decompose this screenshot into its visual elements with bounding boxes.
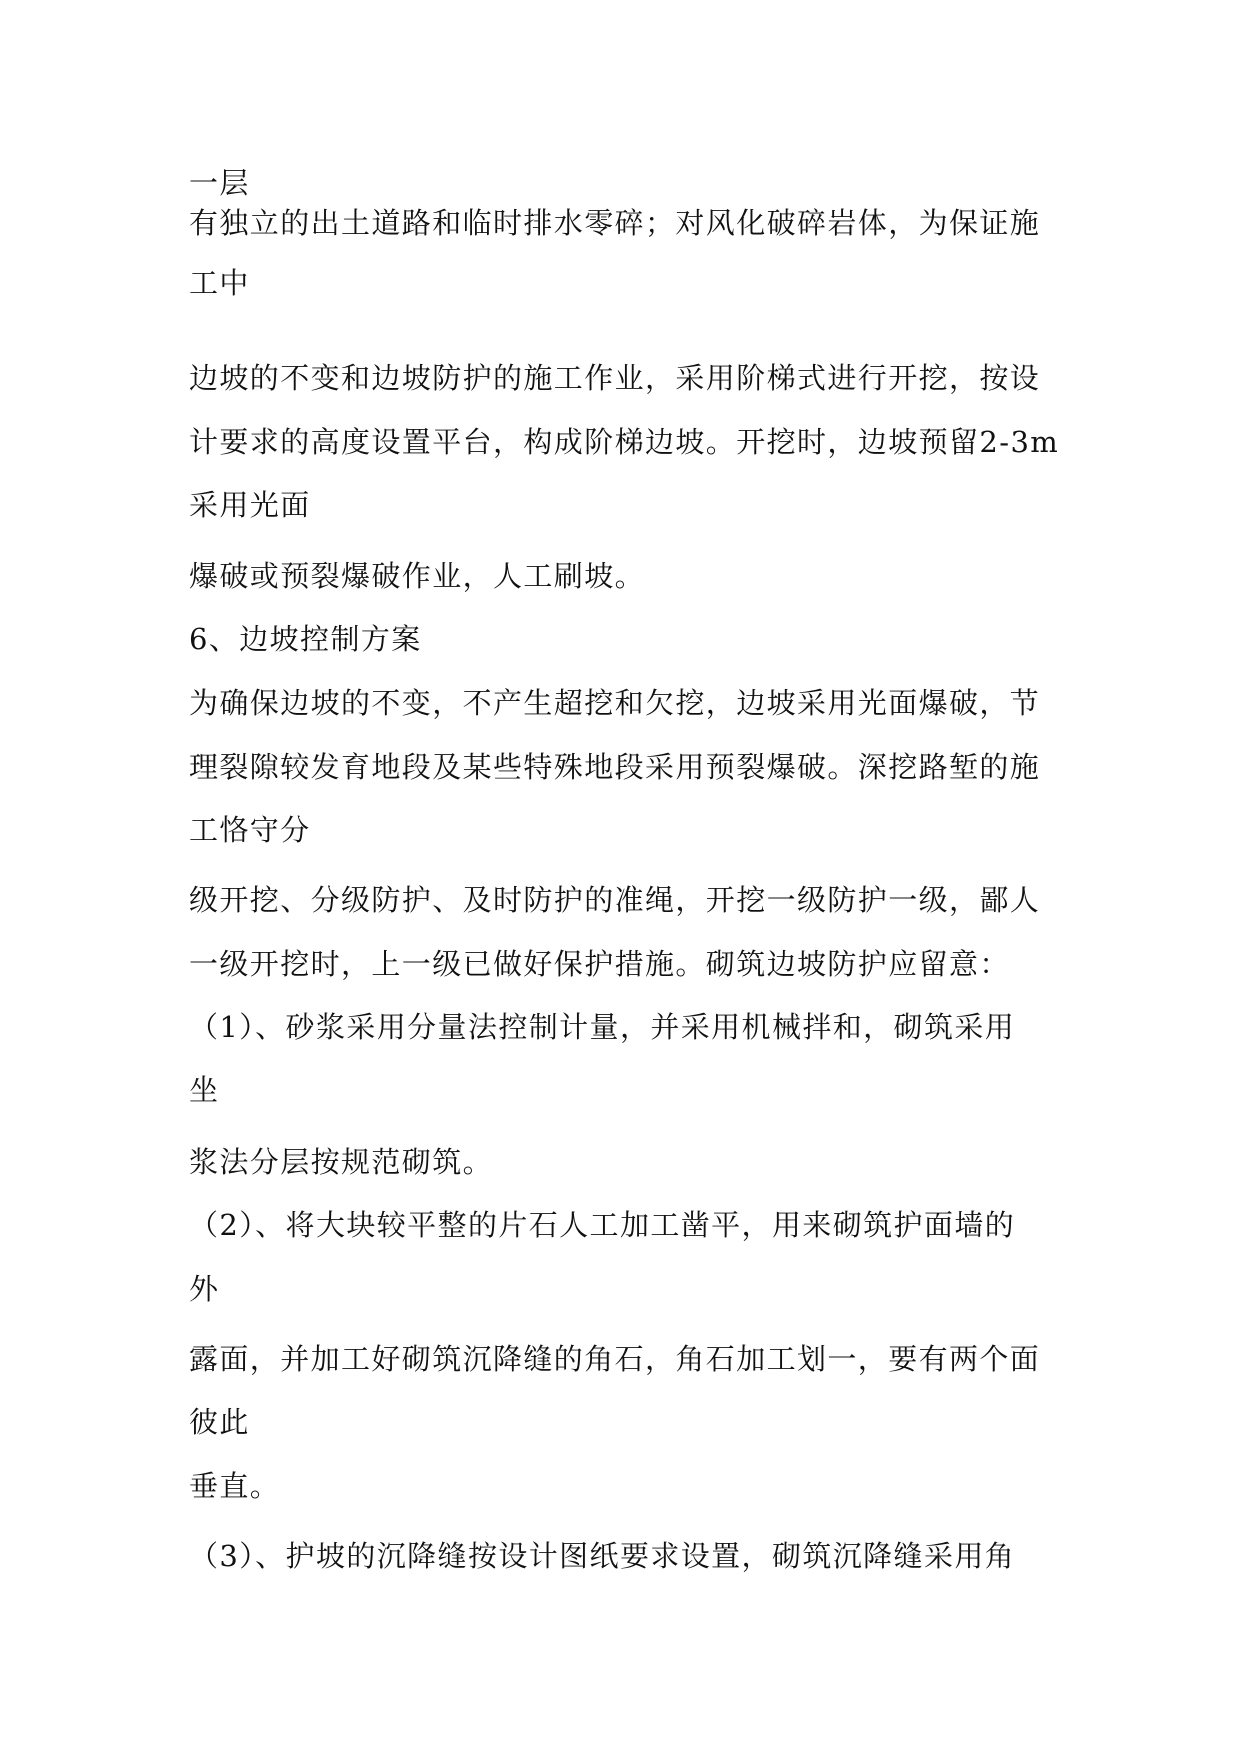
section-heading: 6、边坡控制方案: [189, 622, 422, 656]
text-line: （1）、砂浆采用分量法控制计量，并采用机械拌和，砌筑采用: [189, 1010, 1016, 1044]
text-line: 彼此: [189, 1405, 250, 1439]
text-line: 外: [189, 1272, 220, 1306]
text-line: 露面，并加工好砌筑沉降缝的角石，角石加工划一，要有两个面: [189, 1342, 1041, 1376]
text-line: 垂直。: [189, 1469, 281, 1503]
text-line: 级开挖、分级防护、及时防护的准绳，开挖一级防护一级，鄙人: [189, 883, 1041, 917]
text-line: 坐: [189, 1073, 220, 1107]
text-line: 采用光面: [189, 488, 311, 522]
text-line: 边坡的不变和边坡防护的施工作业，采用阶梯式进行开挖，按设: [189, 361, 1041, 395]
text-line: （2）、将大块较平整的片石人工加工凿平，用来砌筑护面墙的: [189, 1208, 1016, 1242]
text-line: 工恪守分: [189, 813, 311, 847]
text-line: 理裂隙较发育地段及某些特殊地段采用预裂爆破。深挖路堑的施: [189, 750, 1041, 784]
text-line: 一级开挖时，上一级已做好保护措施。砌筑边坡防护应留意：: [189, 947, 1010, 981]
text-line: 浆法分层按规范砌筑。: [189, 1145, 494, 1179]
text-line: 一层: [189, 166, 250, 200]
text-line: 工中: [189, 266, 250, 300]
text-line: 计要求的高度设置平台，构成阶梯边坡。开挖时，边坡预留2-3m: [189, 425, 1060, 459]
text-line: 为确保边坡的不变，不产生超挖和欠挖，边坡采用光面爆破，节: [189, 686, 1041, 720]
text-line: 有独立的出土道路和临时排水零碎；对风化破碎岩体，为保证施: [189, 206, 1041, 240]
text-line: （3）、护坡的沉降缝按设计图纸要求设置，砌筑沉降缝采用角: [189, 1539, 1016, 1573]
text-line: 爆破或预裂爆破作业，人工刷坡。: [189, 559, 646, 593]
